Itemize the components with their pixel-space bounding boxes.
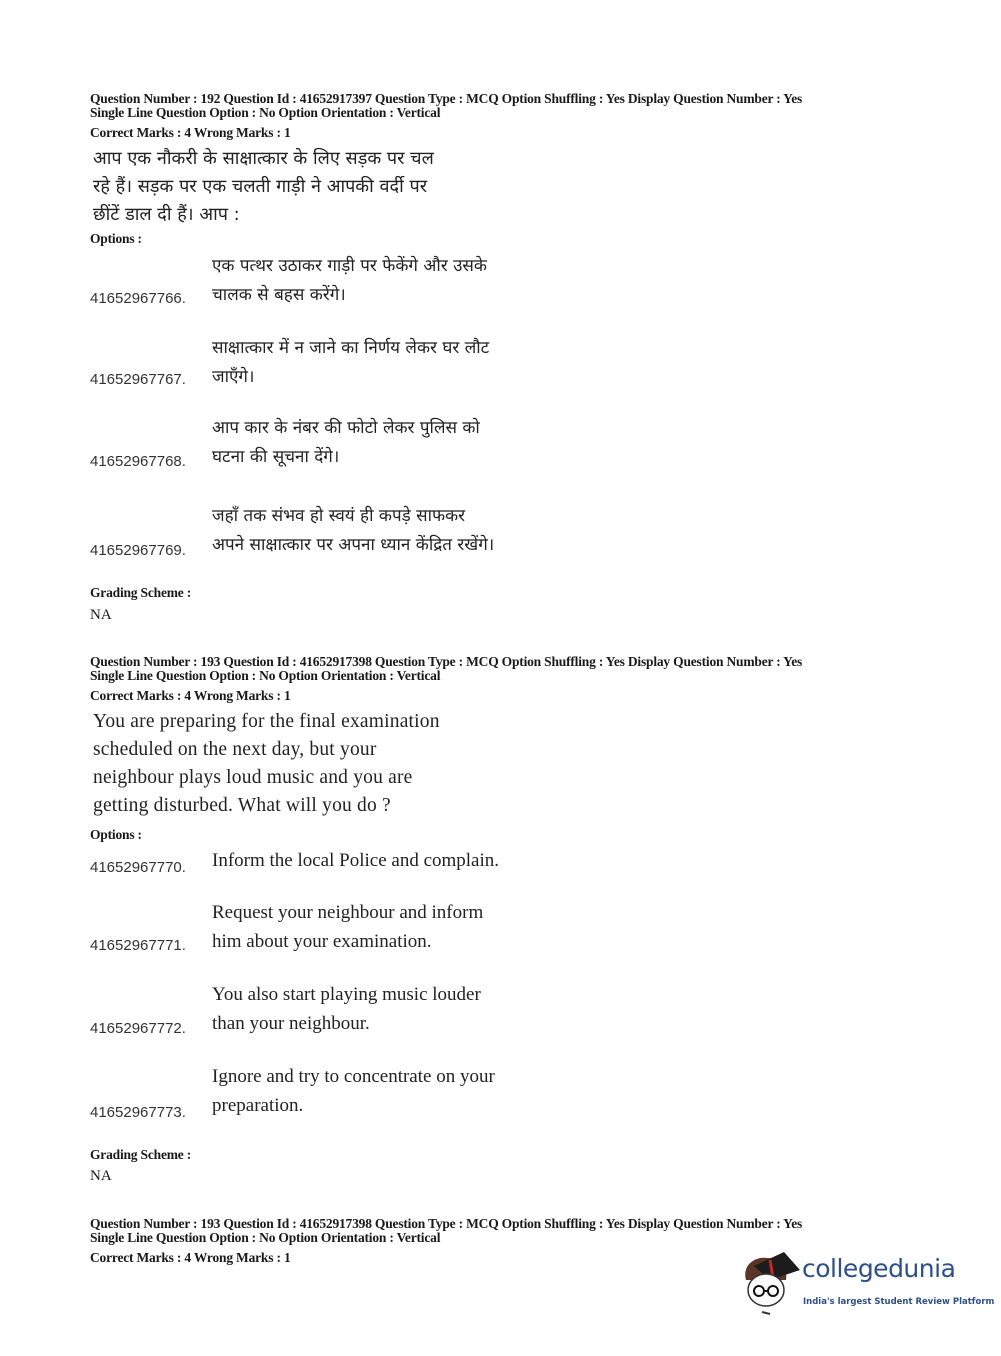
question-header: Question Number : 193 Question Id : 41652917398 Question Type : MCQ Option Shuffling : Yes Display Question Number : Yes <box>90 1216 803 1231</box>
option-id: 41652967769. <box>90 542 186 559</box>
grading-scheme-value: NA <box>90 607 112 623</box>
mascot-icon <box>740 1250 802 1316</box>
option-text-line: जाएँगे। <box>212 367 255 387</box>
option-text-line: You also start playing music louder <box>212 984 481 1005</box>
options-label: Options : <box>90 827 142 842</box>
grading-scheme-label: Grading Scheme : <box>90 1147 192 1162</box>
question-text-line: आप एक नौकरी के साक्षात्कार के लिए सड़क पर चल <box>93 148 434 169</box>
question-text-line: You are preparing for the final examination <box>93 711 440 732</box>
question-marks: Correct Marks : 4 Wrong Marks : 1 <box>90 1250 291 1265</box>
question-options-meta: Single Line Question Option : No Option Orientation : Vertical <box>90 668 441 683</box>
option-id: 41652967772. <box>90 1020 186 1037</box>
question-marks: Correct Marks : 4 Wrong Marks : 1 <box>90 688 291 703</box>
option-text-line: Inform the local Police and complain. <box>212 850 500 871</box>
question-text-line: getting disturbed. What will you do ? <box>93 795 391 816</box>
option-id: 41652967771. <box>90 937 186 954</box>
question-options-meta: Single Line Question Option : No Option Orientation : Vertical <box>90 1230 441 1245</box>
logo-brand-text: collegedunia <box>802 1254 956 1283</box>
question-text-line: neighbour plays loud music and you are <box>93 767 413 788</box>
option-text-line: than your neighbour. <box>212 1013 370 1034</box>
option-text-line: Request your neighbour and inform <box>212 902 484 923</box>
question-options-meta: Single Line Question Option : No Option Orientation : Vertical <box>90 105 441 120</box>
option-id: 41652967766. <box>90 290 186 307</box>
question-marks: Correct Marks : 4 Wrong Marks : 1 <box>90 125 291 140</box>
option-id: 41652967768. <box>90 453 186 470</box>
grading-scheme-value: NA <box>90 1168 112 1184</box>
question-text-line: scheduled on the next day, but your <box>93 739 377 760</box>
question-text-line: छींटें डाल दी हैं। आप : <box>93 204 240 225</box>
option-id: 41652967767. <box>90 371 186 388</box>
grading-scheme-label: Grading Scheme : <box>90 585 192 600</box>
option-text-line: him about your examination. <box>212 931 432 952</box>
option-text-line: घटना की सूचना देंगे। <box>212 447 340 467</box>
question-header: Question Number : 192 Question Id : 41652917397 Question Type : MCQ Option Shuffling : Yes Display Question Number : Yes <box>90 91 803 106</box>
logo-tagline: India's largest Student Review Platform <box>803 1297 995 1307</box>
option-id: 41652967770. <box>90 859 186 876</box>
option-text-line: आप कार के नंबर की फोटो लेकर पुलिस को <box>212 418 480 438</box>
collegedunia-logo <box>740 1250 995 1316</box>
option-text-line: preparation. <box>212 1095 304 1116</box>
question-header: Question Number : 193 Question Id : 41652917398 Question Type : MCQ Option Shuffling : Yes Display Question Number : Yes <box>90 654 803 669</box>
option-text-line: साक्षात्कार में न जाने का निर्णय लेकर घर लौट <box>212 338 490 358</box>
option-text-line: Ignore and try to concentrate on your <box>212 1066 495 1087</box>
option-id: 41652967773. <box>90 1104 186 1121</box>
option-text-line: चालक से बहस करेंगे। <box>212 285 346 305</box>
option-text-line: अपने साक्षात्कार पर अपना ध्यान केंद्रित रखेंगे। <box>212 535 495 555</box>
option-text-line: जहाँ तक संभव हो स्वयं ही कपड़े साफकर <box>212 506 466 526</box>
options-label: Options : <box>90 231 142 246</box>
question-text-line: रहे हैं। सड़क पर एक चलती गाड़ी ने आपकी वर्दी पर <box>93 176 428 197</box>
option-text-line: एक पत्थर उठाकर गाड़ी पर फेकेंगे और उसके <box>212 256 487 276</box>
